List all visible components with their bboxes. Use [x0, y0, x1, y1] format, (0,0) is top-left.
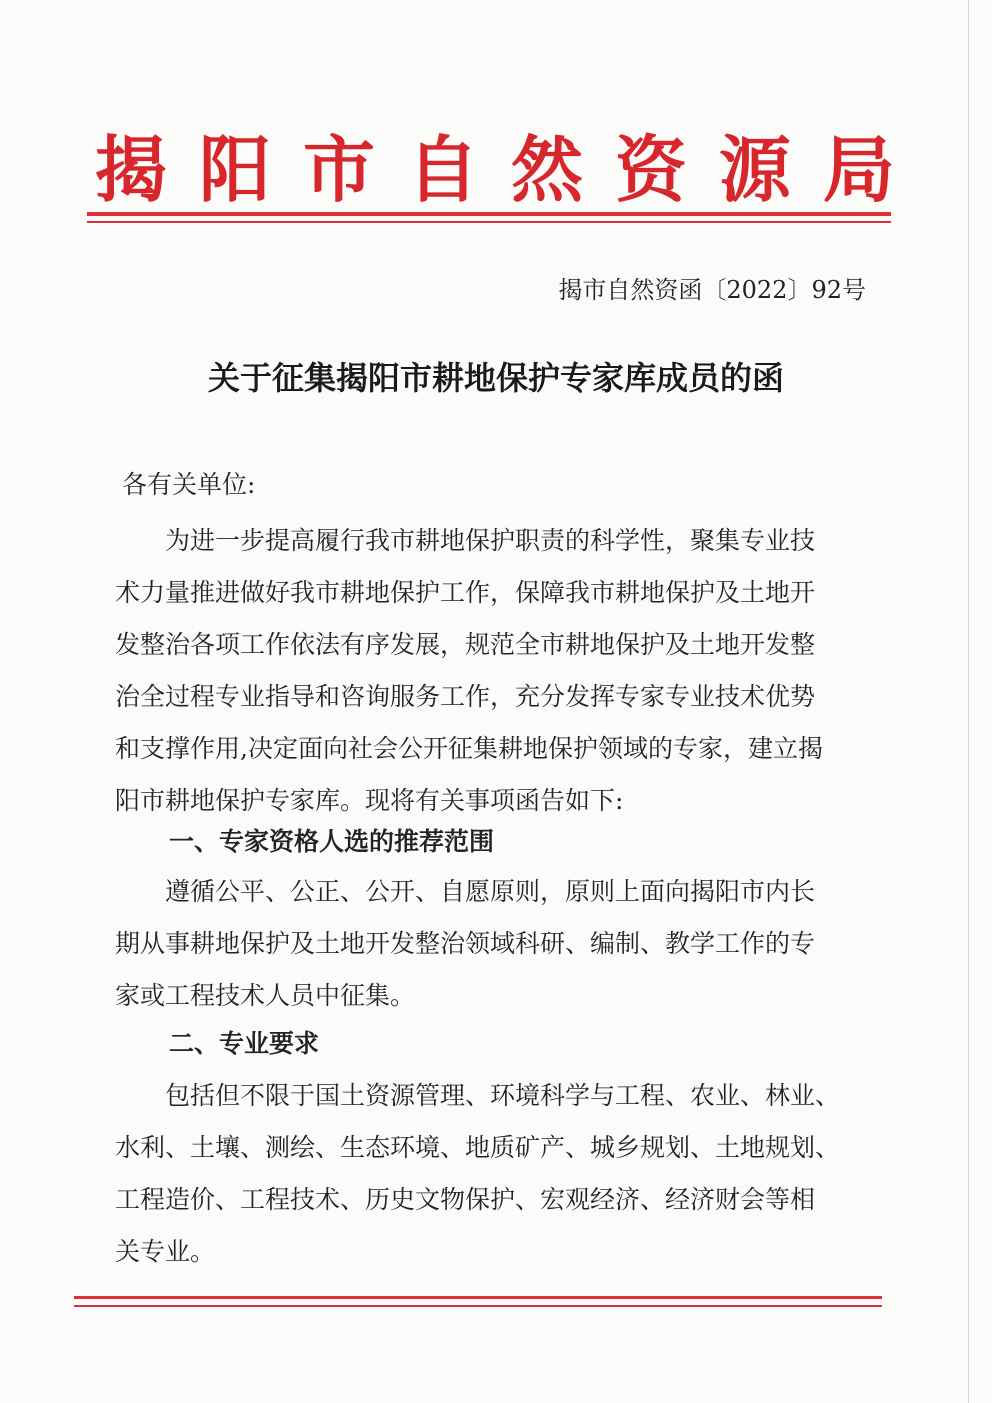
section-1-body: [115, 866, 863, 1022]
paragraph-line: 遵循公平、公正、公开、自愿原则，原则上面向揭阳市内长: [165, 877, 816, 906]
footer-rule-thick: [74, 1296, 882, 1299]
paragraph-line: 为进一步提高履行我市耕地保护职责的科学性，聚集专业技: [165, 526, 816, 555]
agency-char: 源: [718, 127, 791, 212]
paragraph-line: 术力量推进做好我市耕地保护工作，保障我市耕地保护及土地开: [115, 578, 816, 607]
paragraph-line: 期从事耕地保护及土地开发整治领域科研、编制、教学工作的专: [115, 929, 816, 958]
section-2-body: [115, 1070, 863, 1278]
paragraph-line: 家或工程技术人员中征集。: [115, 981, 416, 1010]
agency-char: 市: [302, 127, 375, 212]
agency-char: 阳: [198, 127, 271, 212]
agency-char: 揭: [95, 127, 168, 212]
scan-edge-line: [968, 0, 969, 1403]
agency-char: 自: [406, 127, 479, 212]
header-rule-thin: [87, 221, 891, 223]
document-title: 关于征集揭阳市耕地保护专家库成员的函: [207, 359, 784, 397]
intro-paragraph: [115, 515, 863, 827]
section-2-heading: 二、专业要求: [169, 1029, 320, 1058]
agency-header: [95, 118, 895, 210]
agency-char: 局: [822, 127, 895, 212]
paragraph-line: 和支撑作用,决定面向社会公开征集耕地保护领域的专家，建立揭: [115, 734, 823, 763]
paragraph-line: 包括但不限于国土资源管理、环境科学与工程、农业、林业、: [165, 1081, 841, 1110]
document-number: 揭市自然资函〔2022〕92号: [558, 276, 866, 304]
paragraph-line: 水利、土壤、测绘、生态环境、地质矿产、城乡规划、土地规划、: [115, 1133, 841, 1162]
paragraph-line: 治全过程专业指导和咨询服务工作，充分发挥专家专业技术优势: [115, 682, 816, 711]
paragraph-line: 发整治各项工作依法有序发展，规范全市耕地保护及土地开发整: [115, 630, 816, 659]
section-1-heading: 一、专家资格人选的推荐范围: [169, 827, 495, 856]
footer-rule-thin: [74, 1305, 882, 1307]
agency-char: 资: [614, 127, 687, 212]
header-rule-thick: [87, 212, 891, 216]
paragraph-line: 工程造价、工程技术、历史文物保护、宏观经济、经济财会等相: [115, 1185, 816, 1214]
paragraph-line: 关专业。: [115, 1237, 216, 1266]
paragraph-line: 阳市耕地保护专家库。现将有关事项函告如下:: [115, 786, 624, 815]
salutation: 各有关单位:: [122, 470, 256, 499]
agency-char: 然: [510, 127, 583, 212]
